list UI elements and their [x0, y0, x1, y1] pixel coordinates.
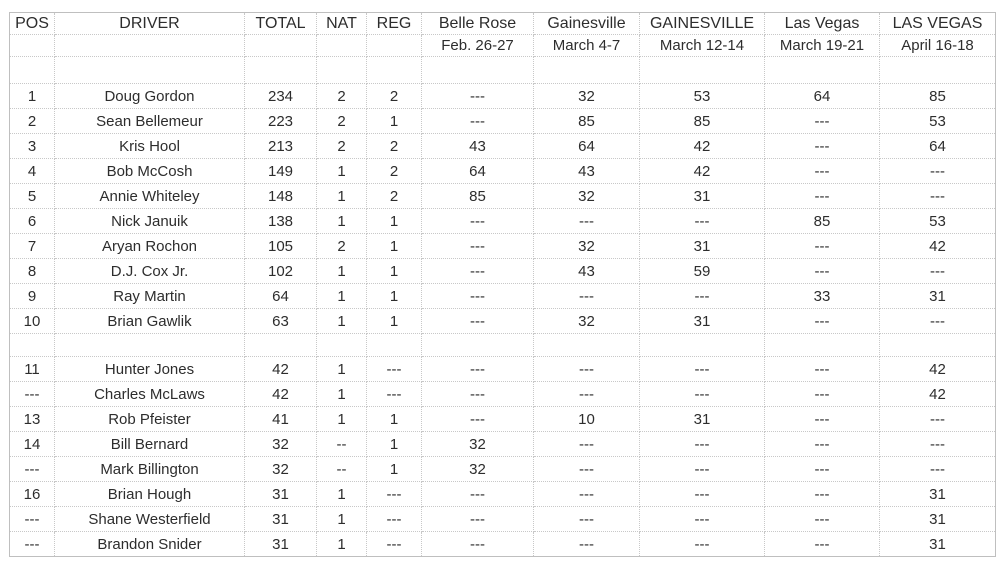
las-vegas-natl-cell: --- — [880, 184, 996, 209]
las-vegas-cell: --- — [765, 507, 880, 532]
nat-cell: 1 — [317, 259, 367, 284]
total-cell: 223 — [245, 109, 317, 134]
gainesville-natl-cell: 31 — [640, 407, 765, 432]
table-row — [10, 482, 996, 507]
pos-cell: 16 — [10, 482, 55, 507]
column-subheader — [245, 35, 317, 57]
gainesville-natl-cell: --- — [640, 382, 765, 407]
table-row — [10, 382, 996, 407]
las-vegas-natl-cell: 31 — [880, 507, 996, 532]
driver-cell: Mark Billington — [55, 457, 245, 482]
column-header: LAS VEGAS — [880, 13, 996, 35]
total-cell: 138 — [245, 209, 317, 234]
table-row — [10, 84, 996, 109]
driver-cell: Charles McLaws — [55, 382, 245, 407]
empty-cell — [10, 334, 55, 357]
reg-cell: --- — [367, 357, 422, 382]
column-header: Gainesville — [534, 13, 640, 35]
belle-rose-cell: 43 — [422, 134, 534, 159]
las-vegas-cell: --- — [765, 482, 880, 507]
las-vegas-natl-cell: 31 — [880, 532, 996, 557]
las-vegas-cell: 85 — [765, 209, 880, 234]
column-subheader: April 16-18 — [880, 35, 996, 57]
gainesville-natl-cell: 42 — [640, 159, 765, 184]
gainesville-cell: --- — [534, 357, 640, 382]
column-header: REG — [367, 13, 422, 35]
empty-cell — [880, 57, 996, 84]
reg-cell: 2 — [367, 134, 422, 159]
table-row — [10, 309, 996, 334]
table-row — [10, 209, 996, 234]
column-subheader: Feb. 26-27 — [422, 35, 534, 57]
las-vegas-cell: --- — [765, 109, 880, 134]
column-header: Belle Rose — [422, 13, 534, 35]
nat-cell: 2 — [317, 84, 367, 109]
empty-cell — [640, 57, 765, 84]
empty-cell — [422, 57, 534, 84]
total-cell: 31 — [245, 482, 317, 507]
reg-cell: 1 — [367, 309, 422, 334]
las-vegas-natl-cell: 64 — [880, 134, 996, 159]
gainesville-natl-cell: 31 — [640, 184, 765, 209]
belle-rose-cell: 32 — [422, 457, 534, 482]
gainesville-cell: --- — [534, 382, 640, 407]
las-vegas-cell: --- — [765, 159, 880, 184]
header-row-events — [10, 13, 996, 35]
gainesville-cell: --- — [534, 482, 640, 507]
empty-cell — [245, 334, 317, 357]
column-subheader — [10, 35, 55, 57]
gainesville-cell: 43 — [534, 259, 640, 284]
nat-cell: 1 — [317, 482, 367, 507]
reg-cell: 1 — [367, 259, 422, 284]
nat-cell: 1 — [317, 357, 367, 382]
table-row — [10, 407, 996, 432]
total-cell: 32 — [245, 457, 317, 482]
belle-rose-cell: --- — [422, 109, 534, 134]
total-cell: 41 — [245, 407, 317, 432]
las-vegas-cell: --- — [765, 134, 880, 159]
gainesville-natl-cell: 59 — [640, 259, 765, 284]
driver-cell: Bob McCosh — [55, 159, 245, 184]
pos-cell: --- — [10, 457, 55, 482]
las-vegas-cell: --- — [765, 259, 880, 284]
gainesville-natl-cell: 42 — [640, 134, 765, 159]
pos-cell: 7 — [10, 234, 55, 259]
reg-cell: 1 — [367, 457, 422, 482]
las-vegas-cell: --- — [765, 457, 880, 482]
gainesville-natl-cell: --- — [640, 284, 765, 309]
las-vegas-cell: 64 — [765, 84, 880, 109]
reg-cell: 2 — [367, 184, 422, 209]
belle-rose-cell: --- — [422, 84, 534, 109]
empty-cell — [422, 334, 534, 357]
belle-rose-cell: --- — [422, 382, 534, 407]
table-row — [10, 507, 996, 532]
table-row — [10, 532, 996, 557]
las-vegas-natl-cell: 31 — [880, 284, 996, 309]
pos-cell: 5 — [10, 184, 55, 209]
nat-cell: 1 — [317, 407, 367, 432]
gainesville-natl-cell: --- — [640, 457, 765, 482]
pos-cell: 10 — [10, 309, 55, 334]
driver-cell: D.J. Cox Jr. — [55, 259, 245, 284]
driver-cell: Brian Gawlik — [55, 309, 245, 334]
total-cell: 148 — [245, 184, 317, 209]
column-header: GAINESVILLE — [640, 13, 765, 35]
belle-rose-cell: 32 — [422, 432, 534, 457]
gainesville-cell: 32 — [534, 84, 640, 109]
reg-cell: 1 — [367, 109, 422, 134]
empty-cell — [245, 57, 317, 84]
las-vegas-cell: --- — [765, 234, 880, 259]
pos-cell: 3 — [10, 134, 55, 159]
gainesville-natl-cell: --- — [640, 432, 765, 457]
nat-cell: 1 — [317, 309, 367, 334]
gainesville-natl-cell: --- — [640, 507, 765, 532]
gainesville-natl-cell: 31 — [640, 234, 765, 259]
total-cell: 63 — [245, 309, 317, 334]
gainesville-cell: --- — [534, 532, 640, 557]
nat-cell: 1 — [317, 184, 367, 209]
table-row — [10, 109, 996, 134]
las-vegas-natl-cell: 42 — [880, 382, 996, 407]
driver-cell: Doug Gordon — [55, 84, 245, 109]
las-vegas-cell: --- — [765, 432, 880, 457]
las-vegas-cell: 33 — [765, 284, 880, 309]
reg-cell: 2 — [367, 159, 422, 184]
gainesville-cell: 10 — [534, 407, 640, 432]
empty-cell — [640, 334, 765, 357]
nat-cell: -- — [317, 457, 367, 482]
gainesville-natl-cell: --- — [640, 482, 765, 507]
table-body — [10, 57, 996, 557]
spacer-row — [10, 57, 996, 84]
empty-cell — [880, 334, 996, 357]
column-header: TOTAL — [245, 13, 317, 35]
belle-rose-cell: --- — [422, 284, 534, 309]
spacer-row — [10, 334, 996, 357]
table-row — [10, 457, 996, 482]
column-subheader — [317, 35, 367, 57]
las-vegas-cell: --- — [765, 382, 880, 407]
table-row — [10, 184, 996, 209]
nat-cell: 2 — [317, 109, 367, 134]
empty-cell — [55, 57, 245, 84]
reg-cell: 1 — [367, 432, 422, 457]
driver-cell: Brian Hough — [55, 482, 245, 507]
pos-cell: 6 — [10, 209, 55, 234]
las-vegas-natl-cell: --- — [880, 457, 996, 482]
table-row — [10, 159, 996, 184]
empty-cell — [534, 57, 640, 84]
nat-cell: -- — [317, 432, 367, 457]
las-vegas-cell: --- — [765, 407, 880, 432]
las-vegas-natl-cell: --- — [880, 259, 996, 284]
driver-cell: Shane Westerfield — [55, 507, 245, 532]
pos-cell: 13 — [10, 407, 55, 432]
driver-cell: Ray Martin — [55, 284, 245, 309]
standings-table — [9, 12, 996, 557]
column-subheader — [367, 35, 422, 57]
column-subheader — [55, 35, 245, 57]
gainesville-cell: --- — [534, 432, 640, 457]
gainesville-cell: --- — [534, 209, 640, 234]
gainesville-cell: --- — [534, 507, 640, 532]
empty-cell — [317, 334, 367, 357]
column-subheader: March 19-21 — [765, 35, 880, 57]
empty-cell — [765, 334, 880, 357]
empty-cell — [534, 334, 640, 357]
las-vegas-cell: --- — [765, 309, 880, 334]
total-cell: 213 — [245, 134, 317, 159]
gainesville-natl-cell: 85 — [640, 109, 765, 134]
belle-rose-cell: --- — [422, 357, 534, 382]
reg-cell: 1 — [367, 209, 422, 234]
total-cell: 31 — [245, 532, 317, 557]
reg-cell: --- — [367, 532, 422, 557]
las-vegas-natl-cell: 31 — [880, 482, 996, 507]
driver-cell: Nick Januik — [55, 209, 245, 234]
empty-cell — [367, 334, 422, 357]
las-vegas-natl-cell: 53 — [880, 209, 996, 234]
driver-cell: Aryan Rochon — [55, 234, 245, 259]
gainesville-cell: 64 — [534, 134, 640, 159]
nat-cell: 1 — [317, 209, 367, 234]
empty-cell — [367, 57, 422, 84]
gainesville-cell: 85 — [534, 109, 640, 134]
pos-cell: 11 — [10, 357, 55, 382]
las-vegas-natl-cell: 42 — [880, 234, 996, 259]
driver-cell: Rob Pfeister — [55, 407, 245, 432]
belle-rose-cell: --- — [422, 532, 534, 557]
column-header: NAT — [317, 13, 367, 35]
pos-cell: --- — [10, 507, 55, 532]
total-cell: 42 — [245, 382, 317, 407]
las-vegas-cell: --- — [765, 532, 880, 557]
empty-cell — [765, 57, 880, 84]
las-vegas-cell: --- — [765, 184, 880, 209]
nat-cell: 2 — [317, 134, 367, 159]
table-row — [10, 234, 996, 259]
total-cell: 102 — [245, 259, 317, 284]
pos-cell: 8 — [10, 259, 55, 284]
belle-rose-cell: --- — [422, 234, 534, 259]
pos-cell: 9 — [10, 284, 55, 309]
reg-cell: --- — [367, 382, 422, 407]
reg-cell: --- — [367, 507, 422, 532]
table-row — [10, 357, 996, 382]
gainesville-natl-cell: 53 — [640, 84, 765, 109]
pos-cell: 1 — [10, 84, 55, 109]
las-vegas-cell: --- — [765, 357, 880, 382]
reg-cell: 1 — [367, 284, 422, 309]
column-subheader: March 12-14 — [640, 35, 765, 57]
column-header: Las Vegas — [765, 13, 880, 35]
table-row — [10, 259, 996, 284]
total-cell: 42 — [245, 357, 317, 382]
driver-cell: Bill Bernard — [55, 432, 245, 457]
total-cell: 31 — [245, 507, 317, 532]
belle-rose-cell: --- — [422, 209, 534, 234]
las-vegas-natl-cell: 42 — [880, 357, 996, 382]
driver-cell: Annie Whiteley — [55, 184, 245, 209]
belle-rose-cell: --- — [422, 259, 534, 284]
driver-cell: Kris Hool — [55, 134, 245, 159]
table-row — [10, 134, 996, 159]
driver-cell: Sean Bellemeur — [55, 109, 245, 134]
total-cell: 64 — [245, 284, 317, 309]
table-header — [10, 13, 996, 57]
reg-cell: 2 — [367, 84, 422, 109]
column-header: POS — [10, 13, 55, 35]
gainesville-cell: --- — [534, 284, 640, 309]
table-row — [10, 284, 996, 309]
pos-cell: 2 — [10, 109, 55, 134]
driver-cell: Brandon Snider — [55, 532, 245, 557]
las-vegas-natl-cell: --- — [880, 407, 996, 432]
header-row-dates — [10, 35, 996, 57]
gainesville-natl-cell: --- — [640, 209, 765, 234]
nat-cell: 1 — [317, 382, 367, 407]
belle-rose-cell: 85 — [422, 184, 534, 209]
empty-cell — [55, 334, 245, 357]
nat-cell: 1 — [317, 284, 367, 309]
pos-cell: 14 — [10, 432, 55, 457]
gainesville-cell: 32 — [534, 309, 640, 334]
pos-cell: --- — [10, 382, 55, 407]
belle-rose-cell: --- — [422, 482, 534, 507]
pos-cell: 4 — [10, 159, 55, 184]
belle-rose-cell: 64 — [422, 159, 534, 184]
table-row — [10, 432, 996, 457]
las-vegas-natl-cell: --- — [880, 309, 996, 334]
gainesville-natl-cell: --- — [640, 357, 765, 382]
gainesville-natl-cell: --- — [640, 532, 765, 557]
reg-cell: 1 — [367, 234, 422, 259]
pos-cell: --- — [10, 532, 55, 557]
empty-cell — [10, 57, 55, 84]
nat-cell: 1 — [317, 532, 367, 557]
total-cell: 149 — [245, 159, 317, 184]
las-vegas-natl-cell: --- — [880, 159, 996, 184]
driver-cell: Hunter Jones — [55, 357, 245, 382]
belle-rose-cell: --- — [422, 309, 534, 334]
nat-cell: 2 — [317, 234, 367, 259]
total-cell: 234 — [245, 84, 317, 109]
belle-rose-cell: --- — [422, 507, 534, 532]
empty-cell — [317, 57, 367, 84]
column-header: DRIVER — [55, 13, 245, 35]
gainesville-natl-cell: 31 — [640, 309, 765, 334]
las-vegas-natl-cell: 53 — [880, 109, 996, 134]
gainesville-cell: 32 — [534, 234, 640, 259]
nat-cell: 1 — [317, 507, 367, 532]
belle-rose-cell: --- — [422, 407, 534, 432]
nat-cell: 1 — [317, 159, 367, 184]
total-cell: 105 — [245, 234, 317, 259]
total-cell: 32 — [245, 432, 317, 457]
reg-cell: --- — [367, 482, 422, 507]
column-subheader: March 4-7 — [534, 35, 640, 57]
reg-cell: 1 — [367, 407, 422, 432]
gainesville-cell: --- — [534, 457, 640, 482]
gainesville-cell: 32 — [534, 184, 640, 209]
las-vegas-natl-cell: 85 — [880, 84, 996, 109]
gainesville-cell: 43 — [534, 159, 640, 184]
las-vegas-natl-cell: --- — [880, 432, 996, 457]
